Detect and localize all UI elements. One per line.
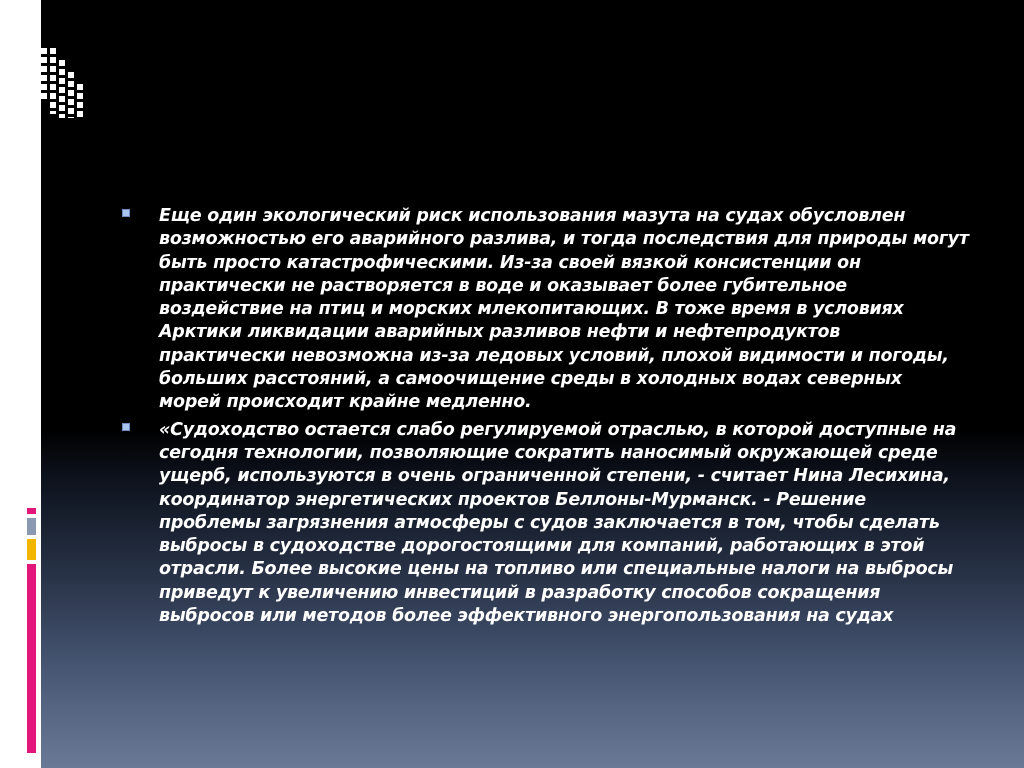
logo-bar <box>50 48 56 114</box>
strip-segment-pink <box>27 508 36 514</box>
strip-segment-pink-long <box>27 564 36 753</box>
logo-bar <box>41 48 47 102</box>
bullet-text: «Судоходство остается слабо регулируемой отраслью, в которой доступные на сегодня технологии, позволяющие сократить наносимый окружающей среде ущерб, используются в очень ограниченной степени, - считает Нина Лесихина, координатор энергетических проектов Беллоны-Мурманск. - Решение проблемы загрязнения атмосферы с судов заключается в том, чтобы сделать выбросы в судоходстве дорогостоящими для компаний, работающих в этой отрасли. Более высокие цены на топливо или специальные налоги на выбросы приведут к увеличению инвестиций в разработку способов сокращения выбросов или методов более эффективного энергопользования на судах <box>159 419 957 627</box>
decorative-side-strip <box>27 508 36 753</box>
logo-bar <box>59 60 65 118</box>
slide-body <box>119 205 969 632</box>
logo-bar <box>68 72 74 118</box>
logo-bar <box>77 84 83 118</box>
bullet-item-1 <box>119 205 969 415</box>
strip-segment-gray <box>27 518 36 535</box>
square-bullet-icon <box>122 209 130 217</box>
square-bullet-icon <box>122 423 130 431</box>
bullet-text: Еще один экологический риск использования мазута на судах обусловлен возможностью его аварийного разлива, и тогда последствия для природы могут быть просто катастрофическими. Из-за своей вязкой консистенции он практически не растворяется в воде и оказывает более губительное воздействие на птиц и морских млекопитающих. В тоже время в условиях Арктики ликвидации аварийных разливов нефти и нефтепродуктов практически невозможна из-за ледовых условий, плохой видимости и погоды, больших расстояний, а самоочищение среды в холодных водах северных морей происходит крайне медленно. <box>159 206 969 413</box>
vertical-bars-logo-icon <box>41 0 85 768</box>
strip-segment-orange <box>27 539 36 560</box>
bullet-item-2 <box>119 419 969 629</box>
